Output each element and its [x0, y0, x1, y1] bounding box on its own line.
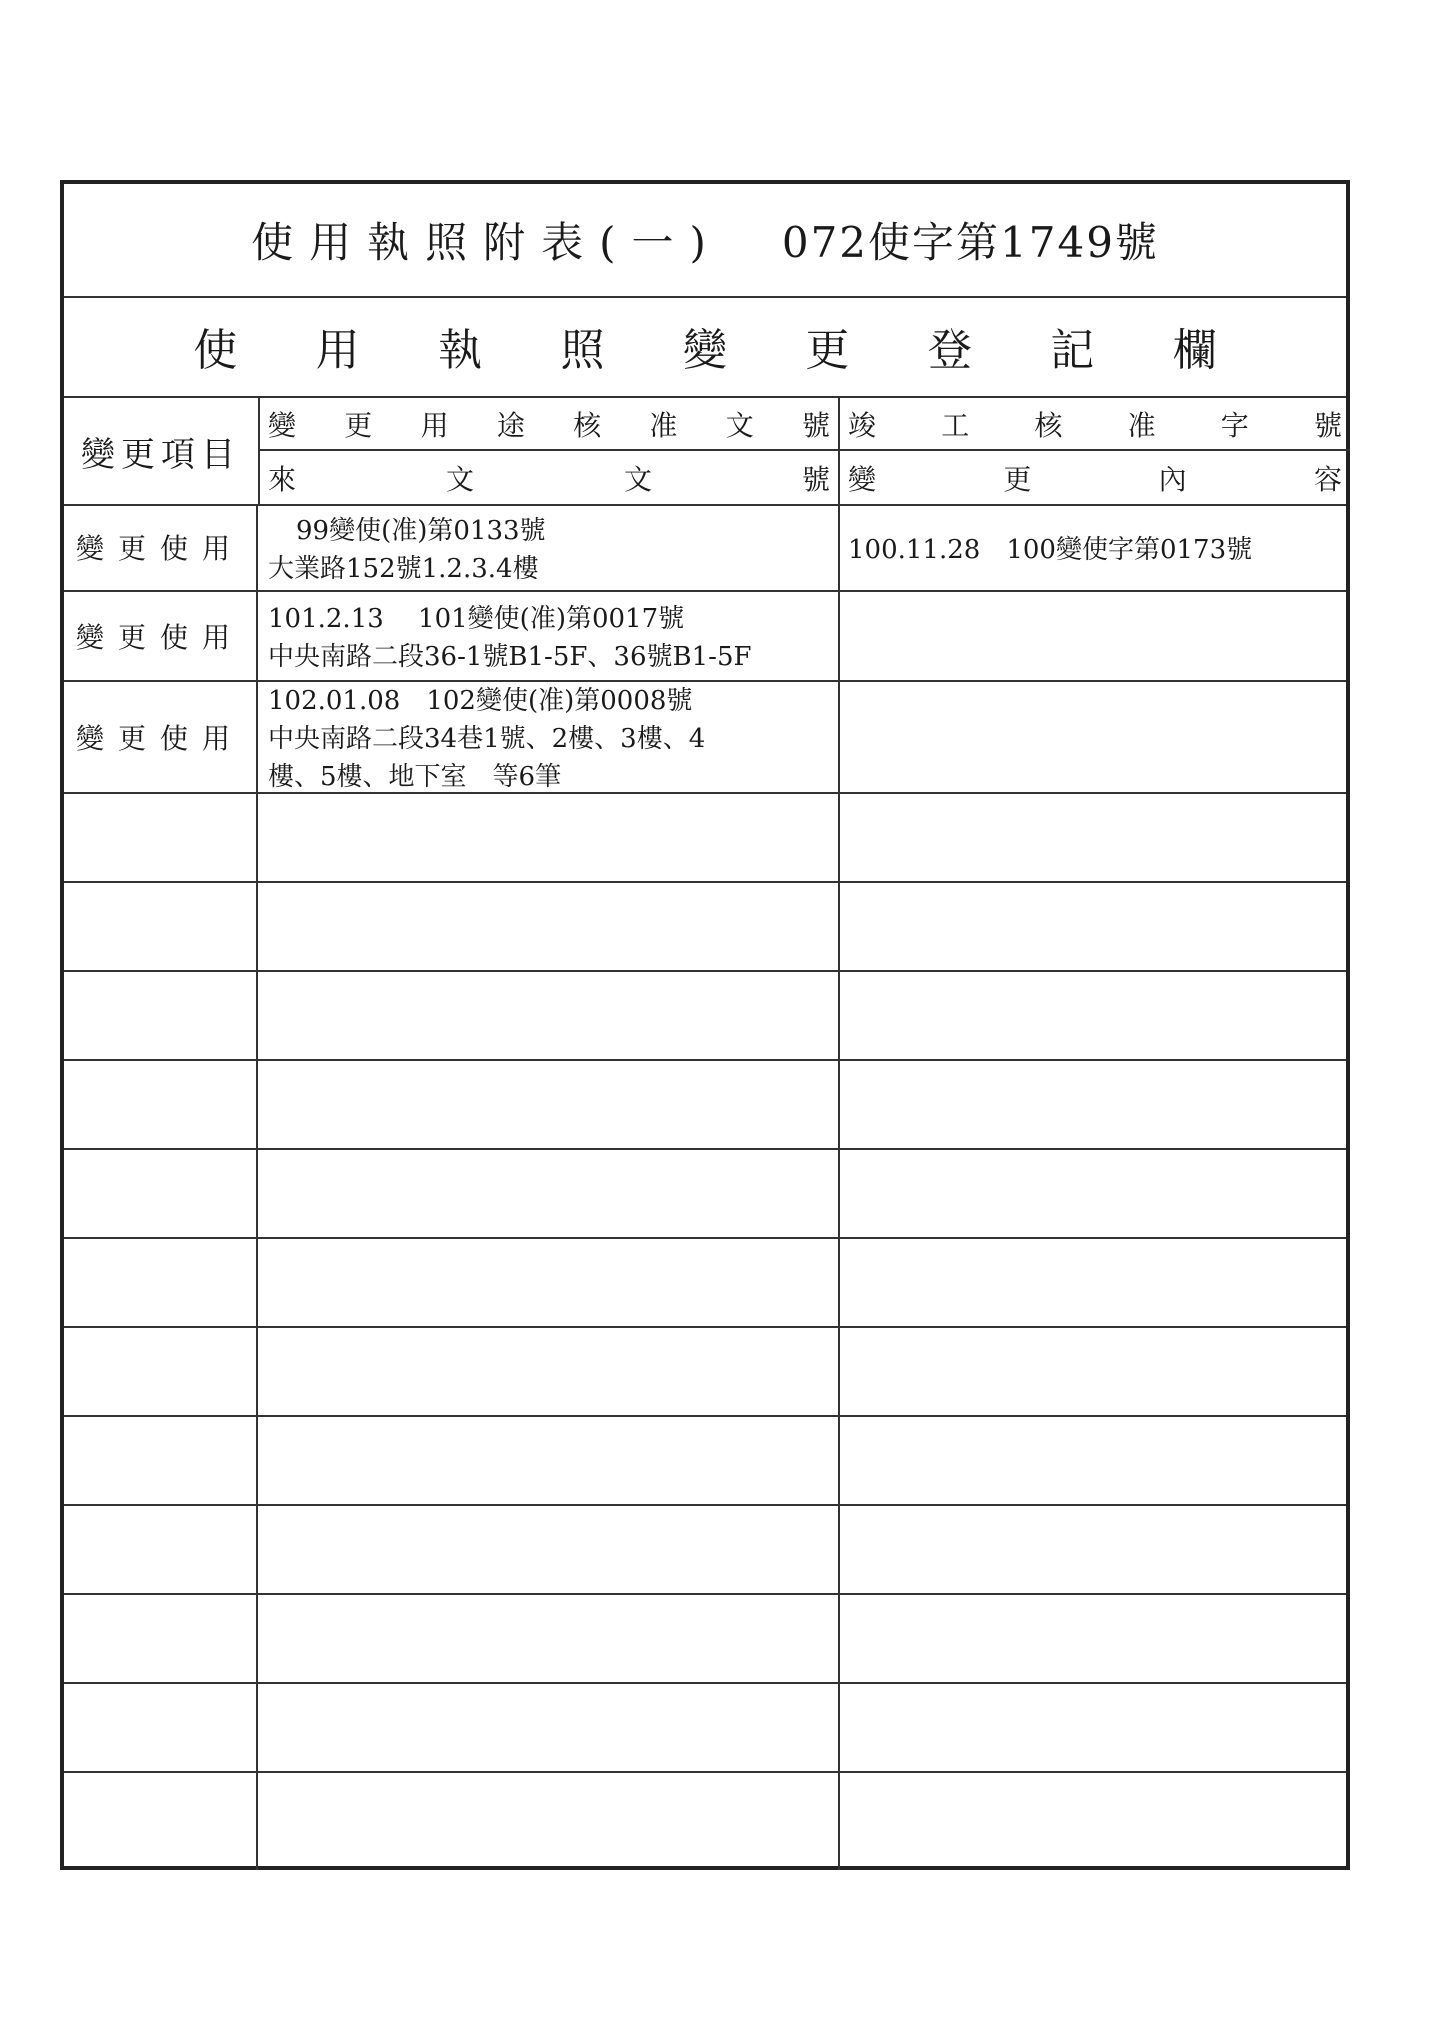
- table-row-empty: [64, 1150, 1346, 1239]
- completion-no: [840, 682, 1350, 792]
- change-item: 變更使用: [64, 504, 258, 590]
- license-sheet: [60, 180, 1350, 1870]
- table-row-empty: [64, 1506, 1346, 1595]
- header-incoming-doc: 來 文 文 號: [260, 451, 840, 504]
- title-row: [64, 184, 1346, 298]
- completion-no: 100.11.28 100變使字第0173號: [848, 534, 1253, 565]
- table-row-empty: [64, 1061, 1346, 1150]
- approval-doc: 102.01.08 102變使(准)第0008號 中央南路二段34巷1號、2樓、3樓、4 樓、5樓、地下室 等6筆: [260, 682, 840, 792]
- table-row-empty: [64, 883, 1346, 972]
- table-row-empty: [64, 1328, 1346, 1417]
- change-table: [64, 398, 1346, 1866]
- table-row: [64, 504, 1346, 592]
- subtitle-char: 更: [805, 325, 850, 376]
- subtitle-char: 登: [927, 325, 972, 376]
- table-row-empty: [64, 1595, 1346, 1684]
- table-header: [64, 398, 1346, 506]
- table-row-empty: [64, 1773, 1346, 1870]
- table-row-empty: [64, 972, 1346, 1061]
- change-item: 變更使用: [64, 682, 258, 792]
- table-row-empty: [64, 794, 1346, 883]
- subtitle-char: 執: [438, 325, 483, 376]
- change-item: 變更使用: [64, 592, 258, 680]
- table-row-empty: [64, 1417, 1346, 1506]
- subtitle-char: 使: [193, 325, 238, 376]
- subtitle-char: 變: [682, 325, 727, 376]
- approval-doc: 99變使(准)第0133號 大業路152號1.2.3.4樓: [260, 504, 840, 590]
- table-row: [64, 682, 1346, 794]
- completion-no: [840, 592, 1350, 680]
- subtitle-row: [64, 296, 1346, 398]
- table-row-empty: [64, 1684, 1346, 1773]
- title-left: 使用執照附表(一): [251, 218, 722, 267]
- subtitle-char: 欄: [1172, 325, 1217, 376]
- subtitle-char: 記: [1050, 325, 1095, 376]
- subtitle-char: 用: [315, 325, 360, 376]
- subtitle-char: 照: [560, 325, 605, 376]
- table-row: [64, 592, 1346, 682]
- approval-doc: 101.2.13 101變使(准)第0017號 中央南路二段36-1號B1-5F、36號B1-5F: [260, 592, 840, 680]
- header-change-item: 變更項目: [64, 398, 260, 504]
- license-number: 072使字第1749號: [781, 218, 1159, 267]
- header-completion-no: 竣 工 核 准 字 號: [840, 398, 1350, 451]
- header-approval-doc: 變 更 用 途 核 准 文 號: [260, 398, 840, 451]
- table-row-empty: [64, 1239, 1346, 1328]
- header-change-content: 變 更 內 容: [848, 462, 1342, 496]
